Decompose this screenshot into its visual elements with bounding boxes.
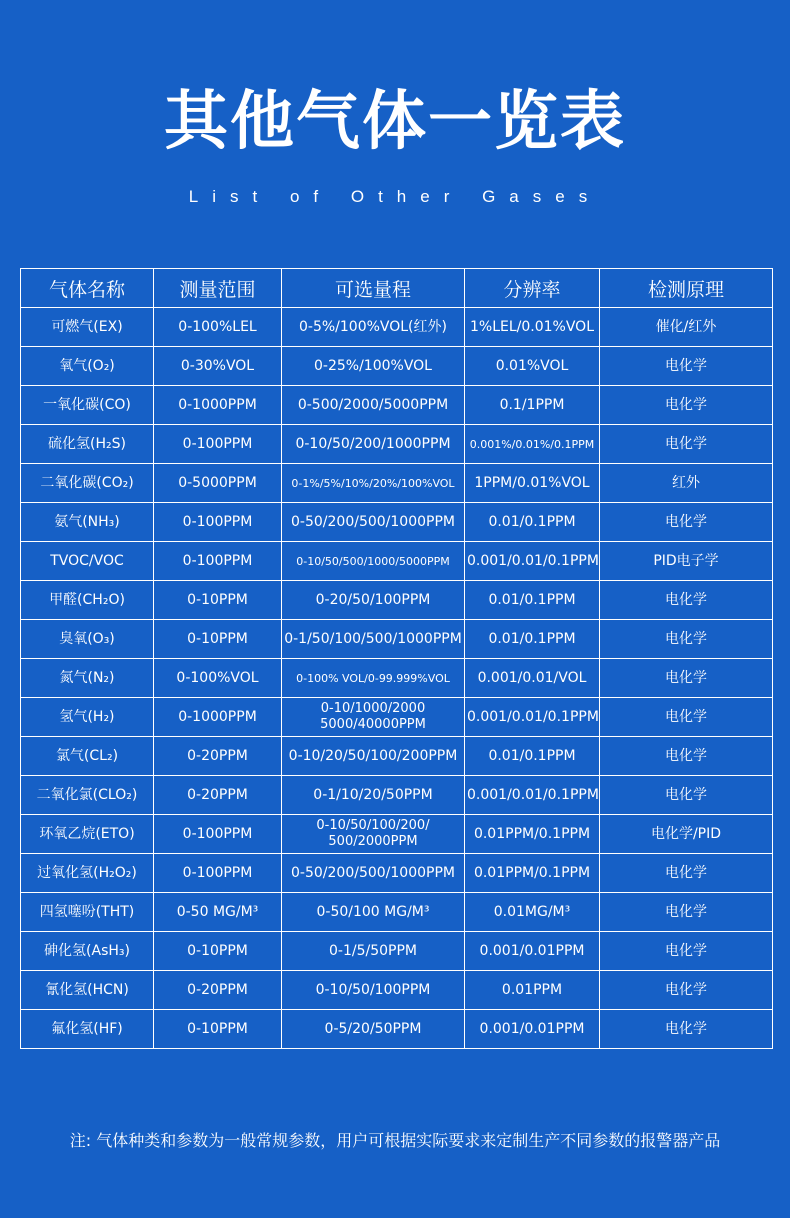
- table-row: [21, 971, 773, 1010]
- cell-optional-range: 0-5/20/50PPM: [282, 1010, 465, 1049]
- cell-optional-range: 0-1/50/100/500/1000PPM: [282, 620, 465, 659]
- table-header-row: [21, 269, 773, 308]
- cell-resolution: 0.001%/0.01%/0.1PPM: [465, 425, 600, 464]
- cell-resolution: 0.001/0.01/VOL: [465, 659, 600, 698]
- cell-resolution: 1%LEL/0.01%VOL: [465, 308, 600, 347]
- cell-gas-name: 氯气(CL₂): [21, 737, 154, 776]
- cell-resolution: 0.01/0.1PPM: [465, 503, 600, 542]
- cell-measure-range: 0-10PPM: [154, 620, 282, 659]
- cell-optional-range: 0-1%/5%/10%/20%/100%VOL: [282, 464, 465, 503]
- cell-optional-range: 0-50/200/500/1000PPM: [282, 854, 465, 893]
- cell-measure-range: 0-100PPM: [154, 854, 282, 893]
- page-title: 其他气体一览表: [164, 85, 626, 159]
- cell-principle: 电化学: [600, 581, 773, 620]
- cell-principle: 电化学: [600, 776, 773, 815]
- cell-resolution: 0.001/0.01PPM: [465, 932, 600, 971]
- cell-resolution: 0.001/0.01/0.1PPM: [465, 776, 600, 815]
- cell-optional-range: 0-5%/100%VOL(红外): [282, 308, 465, 347]
- table-row: [21, 737, 773, 776]
- cell-gas-name: 二氧化氯(CLO₂): [21, 776, 154, 815]
- cell-resolution: 0.001/0.01PPM: [465, 1010, 600, 1049]
- cell-principle: 电化学: [600, 737, 773, 776]
- cell-gas-name: TVOC/VOC: [21, 542, 154, 581]
- header-resolution: 分辨率: [465, 269, 600, 308]
- cell-measure-range: 0-100PPM: [154, 425, 282, 464]
- table-row: [21, 815, 773, 854]
- table-row: [21, 308, 773, 347]
- cell-gas-name: 硫化氢(H₂S): [21, 425, 154, 464]
- table-row: [21, 776, 773, 815]
- cell-measure-range: 0-10PPM: [154, 1010, 282, 1049]
- cell-gas-name: 二氧化碳(CO₂): [21, 464, 154, 503]
- cell-resolution: 1PPM/0.01%VOL: [465, 464, 600, 503]
- cell-measure-range: 0-50 MG/M³: [154, 893, 282, 932]
- table-row: [21, 932, 773, 971]
- cell-resolution: 0.01/0.1PPM: [465, 620, 600, 659]
- cell-resolution: 0.01PPM: [465, 971, 600, 1010]
- cell-optional-range: 0-10/1000/2000 5000/40000PPM: [282, 698, 465, 737]
- table-row: [21, 698, 773, 737]
- cell-principle: 红外: [600, 464, 773, 503]
- cell-principle: PID电子学: [600, 542, 773, 581]
- table-row: [21, 659, 773, 698]
- footnote: 注: 气体种类和参数为一般常规参数，用户可根据实际要求来定制生产不同参数的报警器产品: [69, 1131, 721, 1150]
- cell-gas-name: 氮气(N₂): [21, 659, 154, 698]
- cell-optional-range: 0-10/50/200/1000PPM: [282, 425, 465, 464]
- cell-principle: 电化学: [600, 347, 773, 386]
- cell-measure-range: 0-20PPM: [154, 776, 282, 815]
- header-principle: 检测原理: [600, 269, 773, 308]
- gas-table: [20, 268, 773, 1049]
- table-row: [21, 347, 773, 386]
- cell-measure-range: 0-20PPM: [154, 737, 282, 776]
- table-row: [21, 425, 773, 464]
- table-row: [21, 854, 773, 893]
- cell-optional-range: 0-1/10/20/50PPM: [282, 776, 465, 815]
- cell-resolution: 0.01/0.1PPM: [465, 581, 600, 620]
- cell-measure-range: 0-30%VOL: [154, 347, 282, 386]
- cell-measure-range: 0-20PPM: [154, 971, 282, 1010]
- cell-gas-name: 甲醛(CH₂O): [21, 581, 154, 620]
- cell-gas-name: 环氧乙烷(ETO): [21, 815, 154, 854]
- cell-measure-range: 0-10PPM: [154, 932, 282, 971]
- cell-gas-name: 四氢噻吩(THT): [21, 893, 154, 932]
- header-optional-range: 可选量程: [282, 269, 465, 308]
- cell-optional-range: 0-10/50/100PPM: [282, 971, 465, 1010]
- cell-measure-range: 0-1000PPM: [154, 386, 282, 425]
- cell-optional-range: 0-50/100 MG/M³: [282, 893, 465, 932]
- cell-optional-range: 0-10/50/500/1000/5000PPM: [282, 542, 465, 581]
- cell-gas-name: 砷化氢(AsH₃): [21, 932, 154, 971]
- cell-principle: 电化学: [600, 386, 773, 425]
- cell-resolution: 0.1/1PPM: [465, 386, 600, 425]
- cell-optional-range: 0-500/2000/5000PPM: [282, 386, 465, 425]
- cell-optional-range: 0-10/50/100/200/ 500/2000PPM: [282, 815, 465, 854]
- cell-measure-range: 0-100PPM: [154, 542, 282, 581]
- table-row: [21, 503, 773, 542]
- table-row: [21, 620, 773, 659]
- cell-resolution: 0.01%VOL: [465, 347, 600, 386]
- cell-principle: 电化学: [600, 503, 773, 542]
- cell-gas-name: 氧气(O₂): [21, 347, 154, 386]
- cell-optional-range: 0-100% VOL/0-99.999%VOL: [282, 659, 465, 698]
- cell-resolution: 0.01/0.1PPM: [465, 737, 600, 776]
- cell-resolution: 0.001/0.01/0.1PPM: [465, 698, 600, 737]
- table-row: [21, 386, 773, 425]
- cell-principle: 电化学: [600, 698, 773, 737]
- cell-principle: 电化学/PID: [600, 815, 773, 854]
- cell-resolution: 0.001/0.01/0.1PPM: [465, 542, 600, 581]
- cell-measure-range: 0-100PPM: [154, 815, 282, 854]
- cell-resolution: 0.01PPM/0.1PPM: [465, 854, 600, 893]
- cell-gas-name: 一氧化碳(CO): [21, 386, 154, 425]
- cell-gas-name: 氨气(NH₃): [21, 503, 154, 542]
- cell-measure-range: 0-10PPM: [154, 581, 282, 620]
- cell-optional-range: 0-1/5/50PPM: [282, 932, 465, 971]
- cell-gas-name: 氟化氢(HF): [21, 1010, 154, 1049]
- cell-optional-range: 0-50/200/500/1000PPM: [282, 503, 465, 542]
- cell-measure-range: 0-100PPM: [154, 503, 282, 542]
- cell-gas-name: 氰化氢(HCN): [21, 971, 154, 1010]
- cell-optional-range: 0-25%/100%VOL: [282, 347, 465, 386]
- header-gas-name: 气体名称: [21, 269, 154, 308]
- cell-principle: 电化学: [600, 854, 773, 893]
- cell-principle: 电化学: [600, 425, 773, 464]
- table-row: [21, 464, 773, 503]
- cell-measure-range: 0-100%VOL: [154, 659, 282, 698]
- header-measure-range: 测量范围: [154, 269, 282, 308]
- cell-principle: 电化学: [600, 893, 773, 932]
- cell-gas-name: 臭氧(O₃): [21, 620, 154, 659]
- cell-resolution: 0.01PPM/0.1PPM: [465, 815, 600, 854]
- cell-principle: 电化学: [600, 971, 773, 1010]
- table-row: [21, 542, 773, 581]
- cell-resolution: 0.01MG/M³: [465, 893, 600, 932]
- table-row: [21, 1010, 773, 1049]
- cell-measure-range: 0-100%LEL: [154, 308, 282, 347]
- cell-principle: 电化学: [600, 659, 773, 698]
- cell-principle: 催化/红外: [600, 308, 773, 347]
- cell-principle: 电化学: [600, 1010, 773, 1049]
- cell-optional-range: 0-10/20/50/100/200PPM: [282, 737, 465, 776]
- cell-optional-range: 0-20/50/100PPM: [282, 581, 465, 620]
- cell-measure-range: 0-1000PPM: [154, 698, 282, 737]
- cell-principle: 电化学: [600, 620, 773, 659]
- page-subtitle: List of Other Gases: [188, 187, 602, 206]
- table-row: [21, 893, 773, 932]
- table-row: [21, 581, 773, 620]
- cell-gas-name: 氢气(H₂): [21, 698, 154, 737]
- cell-measure-range: 0-5000PPM: [154, 464, 282, 503]
- cell-gas-name: 可燃气(EX): [21, 308, 154, 347]
- cell-gas-name: 过氧化氢(H₂O₂): [21, 854, 154, 893]
- cell-principle: 电化学: [600, 932, 773, 971]
